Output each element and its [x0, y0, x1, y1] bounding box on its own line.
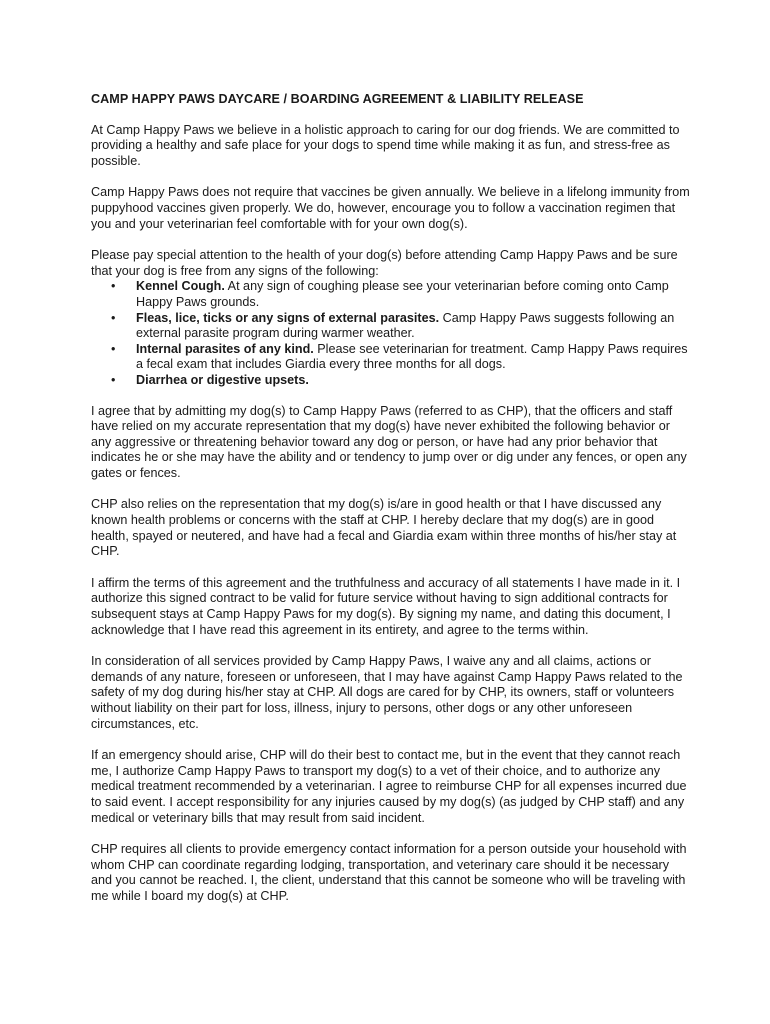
list-item	[91, 279, 691, 310]
condition-heading: Internal parasites of any kind.	[136, 341, 314, 356]
condition-text: Please see veterinarian for treatment. Camp Happy Paws requires a fecal exam that includes Giardia every three months for all dogs.	[136, 341, 688, 372]
list-item	[91, 373, 691, 389]
condition-text: Camp Happy Paws suggests following an external parasite program during warmer weather.	[136, 310, 675, 341]
condition-heading: Kennel Cough.	[136, 279, 225, 294]
condition-text: At any sign of coughing please see your veterinarian before coming onto Camp Happy Paws grounds.	[136, 279, 669, 309]
document-title: CAMP HAPPY PAWS DAYCARE / BOARDING AGREEMENT & LIABILITY RELEASE	[91, 92, 584, 106]
vaccines-paragraph: Camp Happy Paws does not require that vaccines be given annually. We believe in a lifelong immunity from puppyhood vaccines given properly. We do, however, encourage you to follow a vaccination regimen that you and your veterinarian feel comfortable with for your own dog(s).	[91, 185, 690, 231]
bullet-icon: •	[111, 341, 116, 356]
affirmation-paragraph: I affirm the terms of this agreement and the truthfulness and accuracy of all statements I have made in it. I authorize this signed contract to be valid for future service without having to sign additional contracts for subsequent stays at Camp Happy Paws for my dog(s). By signing my name, and dating this document, I acknowledge that I have read this agreement in its entirety, and agree to the terms within.	[91, 575, 681, 637]
list-item	[91, 311, 691, 342]
health-conditions-list	[91, 279, 691, 388]
list-item	[91, 342, 691, 373]
health-intro-paragraph: Please pay special attention to the health of your dog(s) before attending Camp Happy Paws and be sure that your dog is free from any signs of the following:	[91, 248, 678, 278]
behavior-paragraph: I agree that by admitting my dog(s) to Camp Happy Paws (referred to as CHP), that the officers and staff have relied on my accurate representation that my dog(s) have never exhibited the following behavior or any aggressive or threatening behavior toward any dog or person, or have had any prior behavior that indicates he or she may have the ability and or tendency to jump over or dig under any fences, or open any gates or fences.	[91, 403, 687, 480]
health-representation-paragraph: CHP also relies on the representation that my dog(s) is/are in good health or that I have discussed any known health problems or concerns with the staff at CHP. I hereby declare that my dog(s) are in good health, spayed or neutered, and have had a fecal and Giardia exam within three months of his/her stay at CHP.	[91, 497, 677, 559]
intro-paragraph: At Camp Happy Paws we believe in a holistic approach to caring for our dog friends. We are committed to providing a healthy and safe place for your dogs to spend time while making it as fun, and stress-free as possible.	[91, 122, 680, 168]
condition-heading: Diarrhea or digestive upsets.	[136, 372, 309, 387]
waiver-paragraph: In consideration of all services provided by Camp Happy Paws, I waive any and all claims, actions or demands of any nature, foreseen or unforeseen, that I may have against Camp Happy Paws related to the safety of my dog during his/her stay at CHP. All dogs are cared for by CHP, its owners, staff or volunteers without liability on their part for loss, illness, injury to persons, other dogs or any other unforeseen circumstances, etc.	[91, 654, 683, 731]
agreement-document	[91, 92, 691, 921]
emergency-contact-paragraph: CHP requires all clients to provide emergency contact information for a person outside your household with whom CHP can coordinate regarding lodging, transportation, and veterinary care should it be necessary and you cannot be reached. I, the client, understand that this cannot be someone who will be traveling with me while I board my dog(s) at CHP.	[91, 842, 687, 903]
emergency-paragraph: If an emergency should arise, CHP will do their best to contact me, but in the event that they cannot reach me, I authorize Camp Happy Paws to transport my dog(s) to a vet of their choice, and to authorize any medical treatment recommended by a veterinarian. I agree to reimburse CHP for all expenses incurred due to said event. I accept responsibility for any injuries caused by my dog(s) (as judged by CHP staff) and any medical or veterinary bills that may result from said incident.	[91, 748, 687, 825]
bullet-icon: •	[111, 310, 116, 325]
bullet-icon: •	[111, 372, 116, 387]
condition-heading: Fleas, lice, ticks or any signs of external parasites.	[136, 310, 440, 325]
bullet-icon: •	[111, 279, 116, 294]
